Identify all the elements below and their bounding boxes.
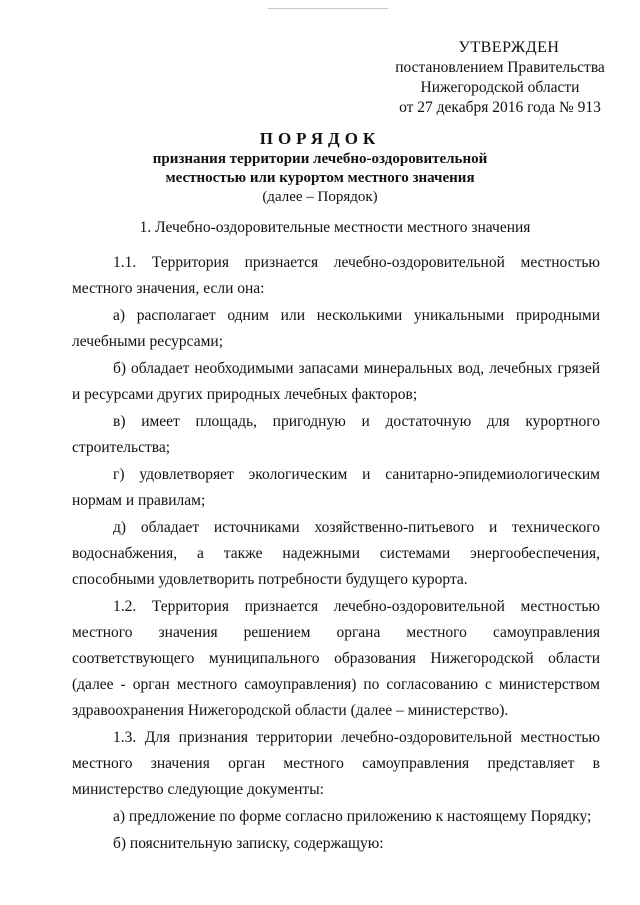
scan-artifact-line	[268, 8, 388, 9]
paragraph-1-3-item-a: а) предложение по форме согласно приложению к настоящему Порядку;	[113, 808, 592, 825]
paragraph-item-v: в) имеет площадь, пригодную и достаточную для курортного строительства;	[72, 413, 600, 456]
body-text	[72, 250, 600, 857]
paragraph-item-d: д) обладает источниками хозяйственно-питьевого и технического водоснабжения, а также надежными системами энергообеспечения, способными удовлетворить потребности будущего курорта.	[72, 519, 600, 588]
document-title-block	[120, 128, 520, 207]
paragraph-item-g: г) удовлетворяет экологическим и санитарно-эпидемиологическим нормам и правилам;	[72, 466, 600, 509]
paragraph-1-3-item-b: б) пояснительную записку, содержащую:	[113, 835, 384, 852]
paragraph-1-3: 1.3. Для признания территории лечебно-оздоровительной местностью местного значения орган местного самоуправления представляет в министерство следующие документы:	[72, 729, 600, 798]
document-subtitle-line-1: признания территории лечебно-оздоровительной	[152, 151, 488, 167]
section-heading: 1. Лечебно-оздоровительные местности местного значения	[139, 219, 531, 236]
document-subtitle-note: (далее – Порядок)	[262, 189, 378, 205]
approval-line-2: Нижегородской области	[420, 79, 580, 96]
approval-line-3: от 27 декабря 2016 года № 913	[399, 99, 601, 116]
document-subtitle-line-2: местностью или курортом местного значения	[165, 170, 475, 186]
approval-title: УТВЕРЖДЕН	[458, 39, 560, 56]
paragraph-item-b: б) обладает необходимыми запасами минеральных вод, лечебных грязей и ресурсами других природных лечебных факторов;	[72, 360, 600, 403]
paragraph-1-2: 1.2. Территория признается лечебно-оздоровительной местностью местного значения решением органа местного самоуправления соответствующего муниципального образования Нижегородской области (далее - орган местного самоуправления) по согласованию с министерством здравоохранения Нижегородской области (далее – министерство).	[72, 598, 600, 719]
approval-stamp-block	[380, 38, 620, 118]
paragraph-item-a: а) располагает одним или несколькими уникальными природными лечебными ресурсами;	[72, 307, 600, 350]
approval-line-1: постановлением Правительства	[395, 59, 605, 76]
document-title: ПОРЯДОК	[259, 129, 381, 148]
paragraph-1-1: 1.1. Территория признается лечебно-оздоровительной местностью местного значения, если она:	[72, 254, 600, 297]
